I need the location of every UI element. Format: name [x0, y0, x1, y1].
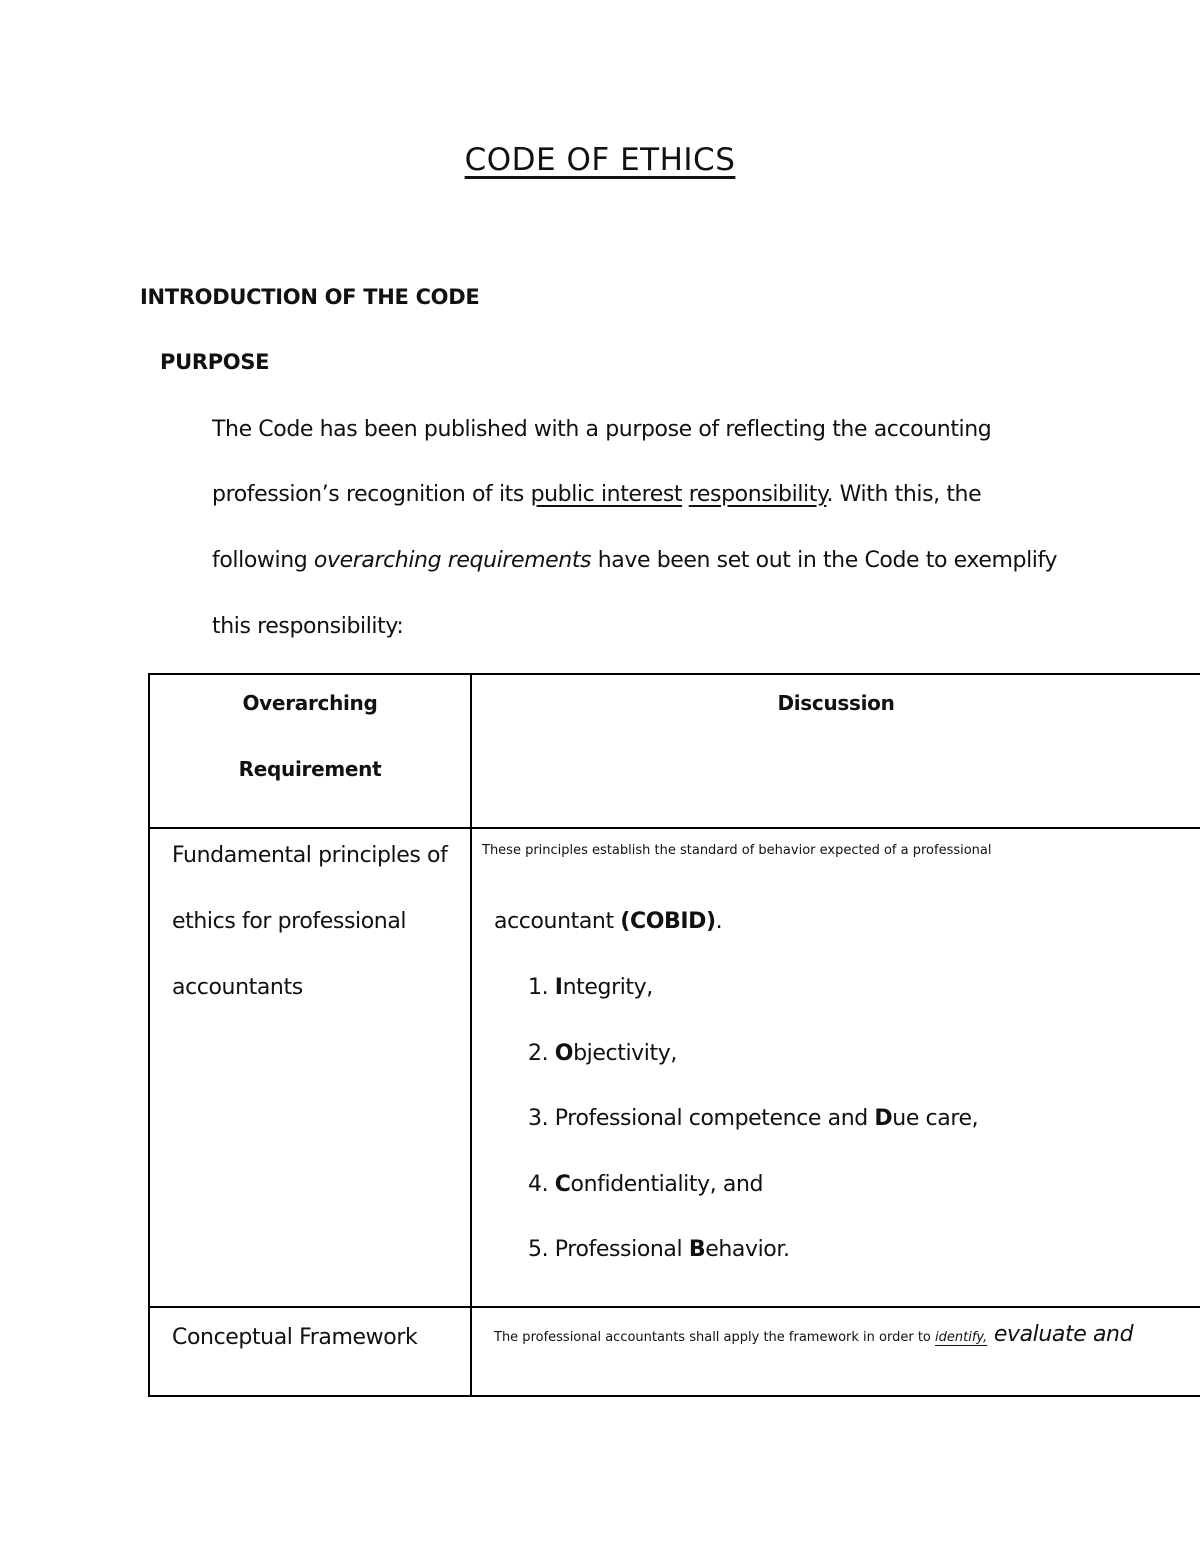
underlined-responsibility: responsibility: [688, 482, 827, 507]
row1-requirement-line-3: accountants: [172, 975, 303, 1000]
table-header-divider: [148, 827, 1200, 829]
purpose-paragraph-line-1: The Code has been published with a purpose of reflecting the accounting: [212, 417, 992, 442]
row2-identify-word: identify,: [935, 1330, 988, 1345]
table-row-divider: [148, 1306, 1200, 1308]
principle-rest: bjectivity,: [573, 1041, 677, 1066]
principle-item: [528, 1172, 763, 1197]
document-title: CODE OF ETHICS: [464, 142, 736, 178]
row1-requirement-line-2: ethics for professional: [172, 909, 407, 934]
table-column-divider: [470, 673, 472, 1397]
purpose-paragraph-line-2: [212, 482, 981, 507]
row1-discussion-line-2: [494, 909, 722, 934]
principle-initial: B: [688, 1237, 706, 1262]
principle-number: 3.: [528, 1106, 555, 1131]
underlined-public-interest: public interest: [530, 482, 683, 507]
header-discussion: Discussion: [777, 691, 895, 715]
principle-number: 5.: [528, 1237, 555, 1262]
header-requirement: Requirement: [238, 757, 382, 781]
principle-initial: I: [554, 975, 563, 1000]
principle-rest: ntegrity,: [562, 975, 653, 1000]
intro-heading: INTRODUCTION OF THE CODE: [140, 285, 480, 309]
row2-discussion-rest: evaluate and: [987, 1322, 1134, 1347]
principle-item: [528, 1041, 677, 1066]
text-span: . With this, the: [826, 482, 982, 507]
principle-number: 4.: [528, 1172, 555, 1197]
principle-rest: onfidentiality, and: [570, 1172, 764, 1197]
row2-discussion: [494, 1322, 1133, 1347]
principle-number: 2.: [528, 1041, 555, 1066]
italic-overarching-requirements: overarching requirements: [313, 548, 592, 573]
text-span: profession’s recognition of its: [212, 482, 531, 507]
row1-requirement-line-1: Fundamental principles of: [172, 843, 448, 868]
text-span: following: [212, 548, 314, 573]
principle-item: [528, 1237, 790, 1262]
principle-number: 1.: [528, 975, 555, 1000]
principle-item: [528, 975, 653, 1000]
requirements-table: [148, 673, 1200, 1397]
row2-requirement: Conceptual Framework: [172, 1325, 418, 1350]
principle-initial: D: [874, 1106, 893, 1131]
text-span: have been set out in the Code to exemplify: [591, 548, 1058, 573]
text-span: .: [715, 909, 723, 934]
principle-rest: ue care,: [892, 1106, 979, 1131]
text-span: [682, 482, 689, 507]
principle-pre: Professional: [554, 1237, 689, 1262]
principle-initial: O: [554, 1041, 574, 1066]
principle-initial: C: [554, 1172, 571, 1197]
cobid-acronym: (COBID): [620, 909, 716, 934]
principle-pre: Professional competence and: [554, 1106, 875, 1131]
purpose-paragraph-line-4: this responsibility:: [212, 614, 404, 639]
principle-item: [528, 1106, 978, 1131]
purpose-heading: PURPOSE: [160, 350, 270, 374]
principle-rest: ehavior.: [705, 1237, 790, 1262]
row1-discussion-small-text: These principles establish the standard of behavior expected of a professional: [482, 843, 992, 858]
text-span: accountant: [494, 909, 621, 934]
row2-discussion-small-text: The professional accountants shall apply the framework in order to: [494, 1330, 936, 1345]
purpose-paragraph-line-3: [212, 548, 1057, 573]
header-overarching: Overarching: [242, 691, 378, 715]
